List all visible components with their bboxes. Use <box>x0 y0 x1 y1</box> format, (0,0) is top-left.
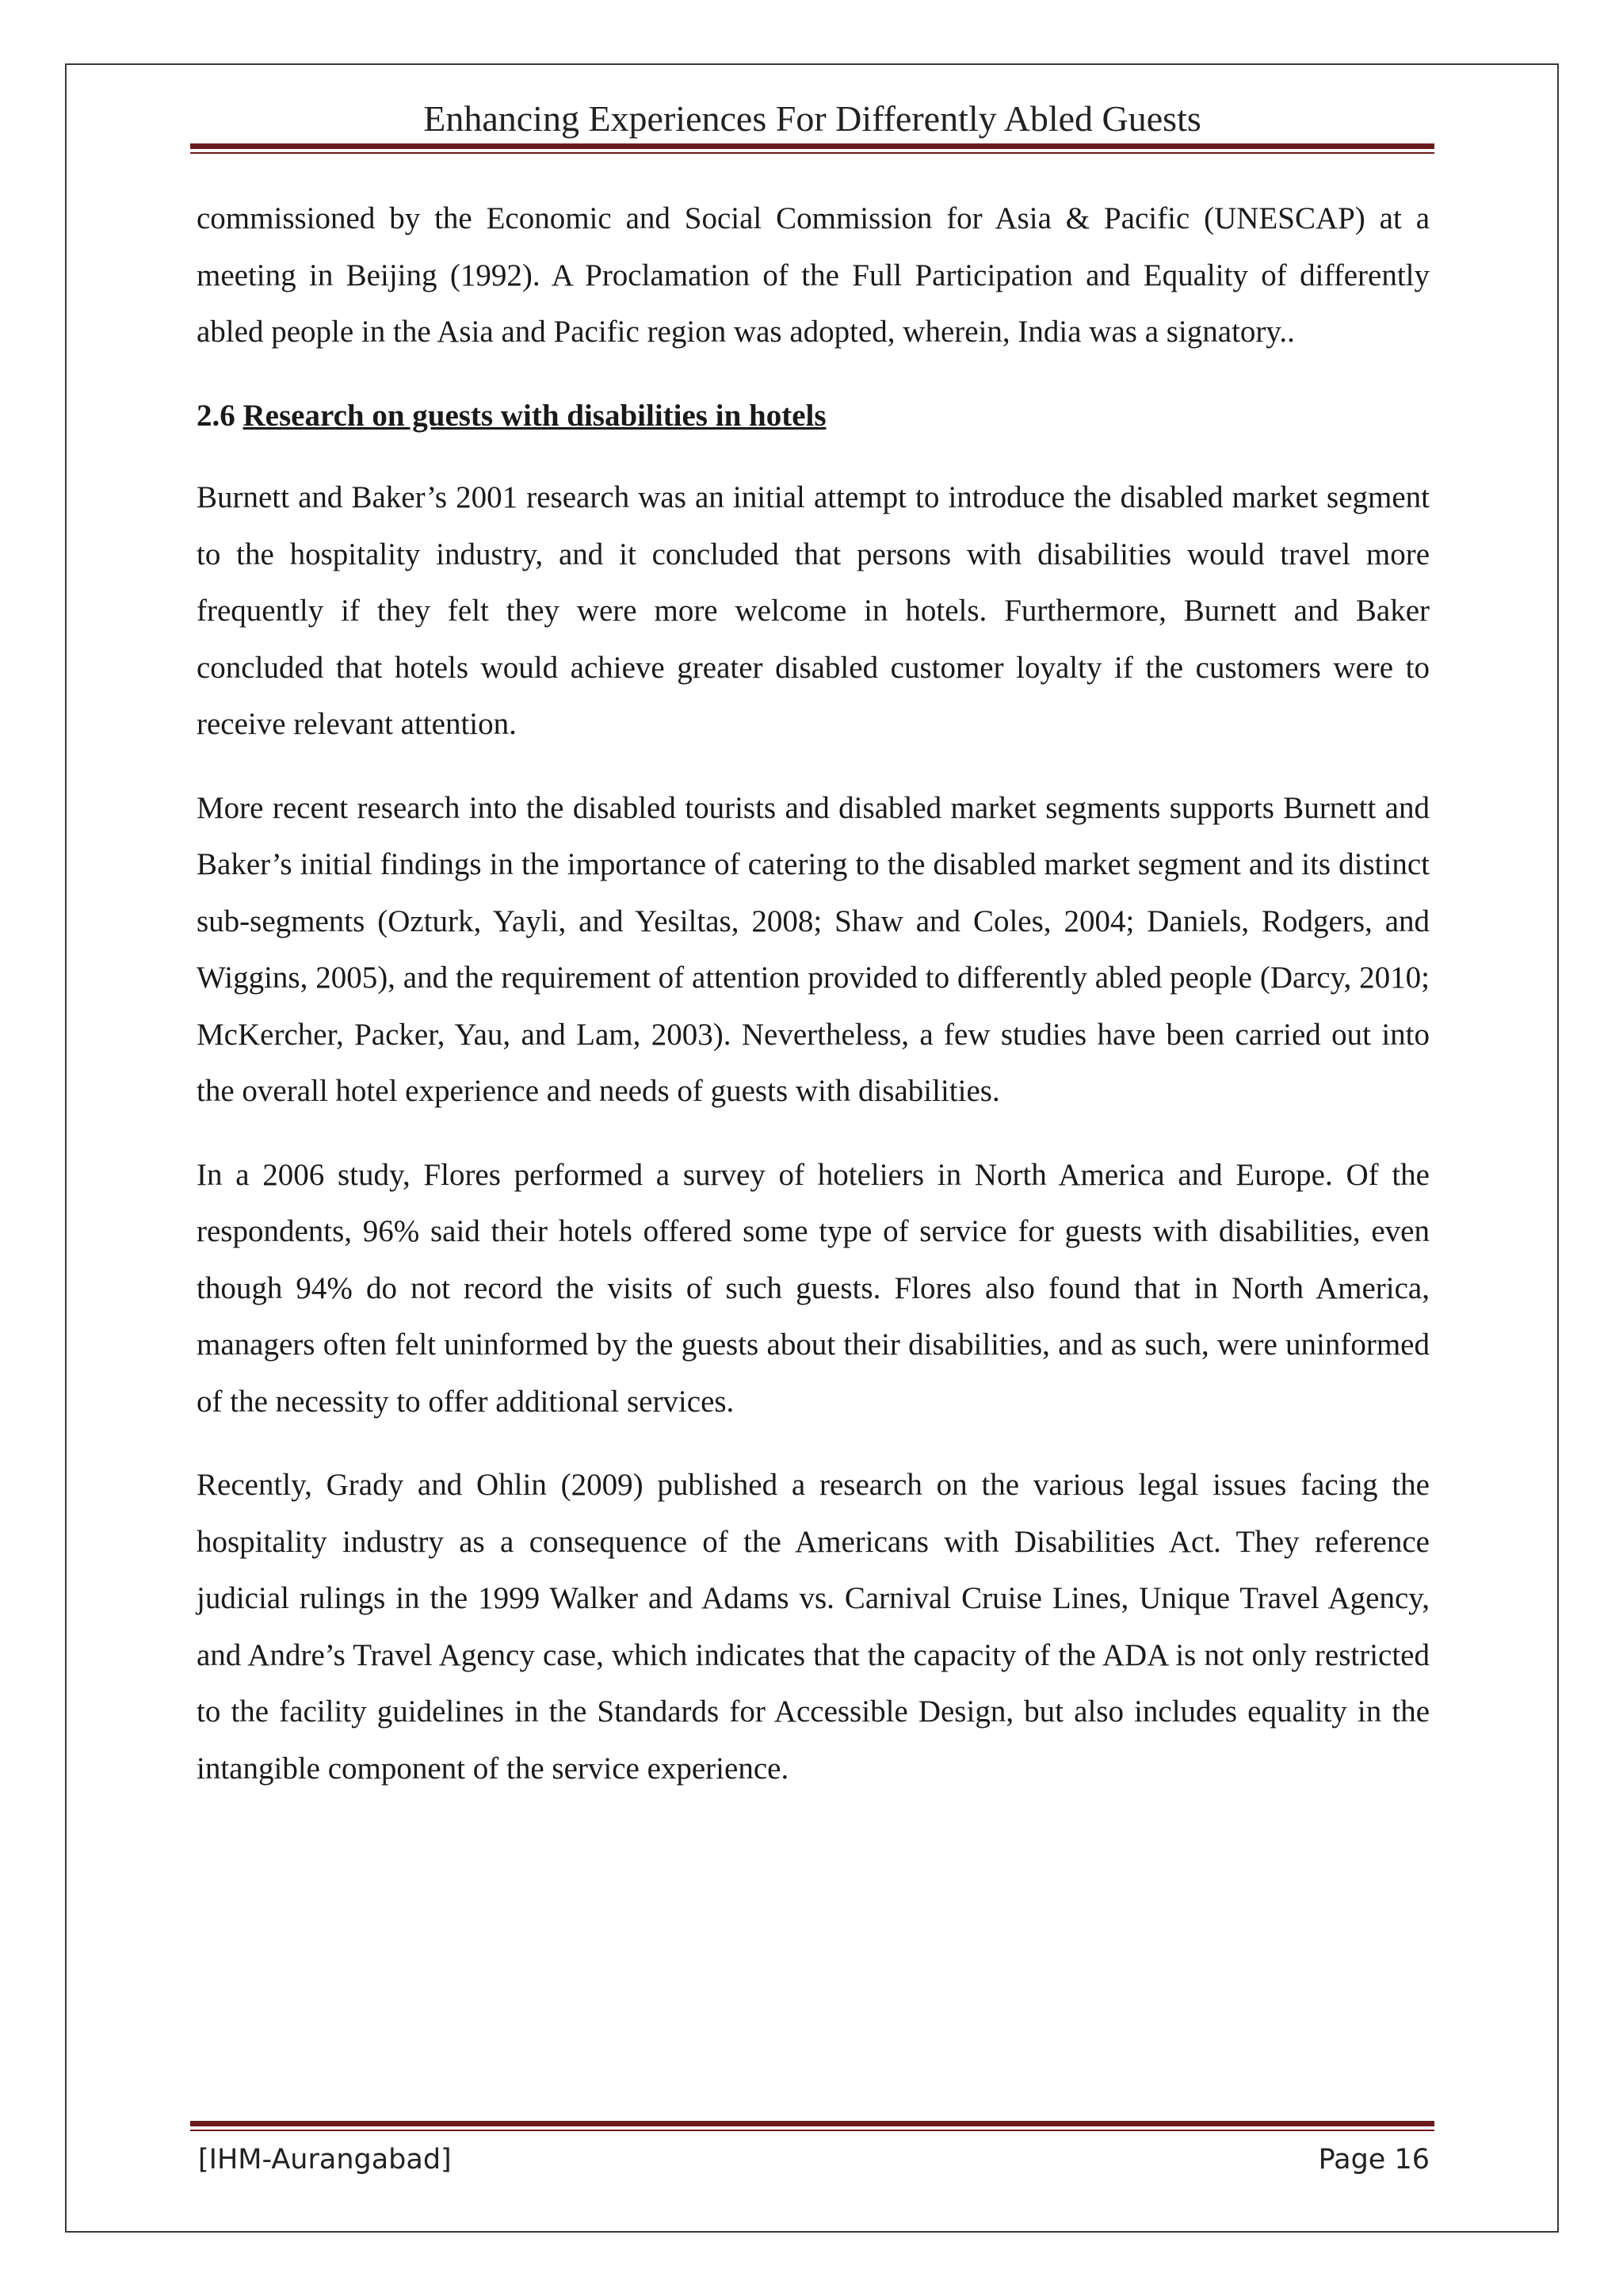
body-paragraph: More recent research into the disabled tourists and disabled market segments supports Burnett and Baker’s initial findings in the importance of catering to the disabled market segment and its distinct sub-segments (Ozturk, Yayli, and Yesiltas, 2008; Shaw and Coles, 2004; Daniels, Rodgers, and Wiggins, 2005), and the requirement of attention provided to differently abled people (Darcy, 2010; McKercher, Packer, Yau, and Lam, 2003). Nevertheless, a few studies have been carried out into the overall hotel experience and needs of guests with disabilities. <box>197 790 1430 1108</box>
body-paragraph: In a 2006 study, Flores performed a survey of hoteliers in North America and Europe. Of the respondents, 96% said their hotels offered some type of service for guests with disabilities, even though 94% do not record the visits of such guests. Flores also found that in North America, managers often felt uninformed by the guests about their disabilities, and as such, were uninformed of the necessity to offer additional services. <box>197 1157 1430 1419</box>
section-heading <box>197 388 1430 445</box>
page-content <box>197 190 1430 1824</box>
section-number: 2.6 <box>197 398 235 433</box>
page-header-title: Enhancing Experiences For Differently Abled Guests <box>423 98 1201 139</box>
section-title: Research on guests with disabilities in hotels <box>242 398 827 433</box>
header-divider <box>190 143 1434 154</box>
footer-divider <box>190 2121 1434 2131</box>
body-paragraph: Recently, Grady and Ohlin (2009) published a research on the various legal issues facing the hospitality industry as a consequence of the Americans with Disabilities Act. They reference judicial rulings in the 1999 Walker and Adams vs. Carnival Cruise Lines, Unique Travel Agency, and Andre’s Travel Agency case, which indicates that the capacity of the ADA is not only restricted to the facility guidelines in the Standards for Accessible Design, but also includes equality in the intangible component of the service experience. <box>197 1468 1430 1786</box>
intro-paragraph: commissioned by the Economic and Social Commission for Asia & Pacific (UNESCAP) at a meeting in Beijing (1992). A Proclamation of the Full Participation and Equality of differently abled people in the Asia and Pacific region was adopted, wherein, India was a signatory.. <box>197 201 1430 349</box>
footer-page-number: Page 16 <box>1318 2144 1430 2176</box>
body-paragraph: Burnett and Baker’s 2001 research was an initial attempt to introduce the disabled market segment to the hospitality industry, and it concluded that persons with disabilities would travel more frequently if they felt they were more welcome in hotels. Furthermore, Burnett and Baker concluded that hotels would achieve greater disabled customer loyalty if the customers were to receive relevant attention. <box>197 480 1430 741</box>
footer-institution: [IHM-Aurangabad] <box>198 2144 452 2176</box>
